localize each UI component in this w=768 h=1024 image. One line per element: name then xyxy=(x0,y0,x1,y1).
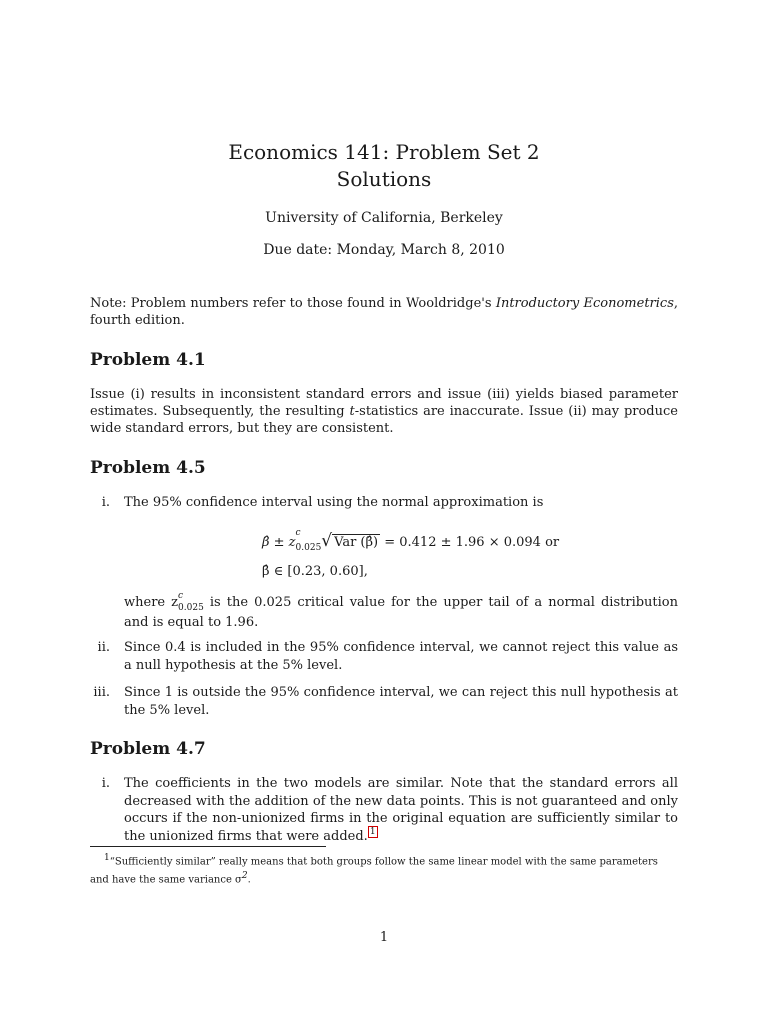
eq1-sup: c xyxy=(295,528,301,538)
problem-4-5-item-iii xyxy=(90,684,678,719)
equation-2: β̂ ∈ [0.23, 0.60], xyxy=(262,564,368,579)
title-line-1: Economics 141: Problem Set 2 xyxy=(228,140,540,164)
p41-text-part-1: Issue (i) results in inconsistent standard errors and issue (iii) yields biased parameter estimates. Subsequently, the resulting xyxy=(90,387,678,419)
footnote-text-part-2: . xyxy=(247,874,251,886)
title-line-2: Solutions xyxy=(336,167,432,191)
footnote-1 xyxy=(90,851,678,888)
problem-4-5-heading: Problem 4.5 xyxy=(90,458,206,478)
problem-4-7-heading: Problem 4.7 xyxy=(90,739,206,759)
item-text xyxy=(124,775,678,845)
item-text: The 95% confidence interval using the normal approximation is xyxy=(124,495,544,510)
affiliation: University of California, Berkeley xyxy=(265,210,503,226)
p41-text-part-2: -statistics are inaccurate. Issue (ii) may produce wide standard errors, but they are consistent. xyxy=(90,404,678,436)
item-number: ii. xyxy=(97,640,110,655)
where-text xyxy=(124,591,678,631)
problem-4-5-where xyxy=(90,591,678,631)
where-sup: c xyxy=(178,591,184,601)
p47-i-text: The coefficients in the two models are similar. Note that the standard errors all decreased with the addition of the new data points. This is not guaranteed and only occurs if the non-unionized firms in the original equation are sufficiently similar to the unionized firms that were added. xyxy=(124,776,678,844)
eq1-rhs: = 0.412 ± 1.96 × 0.094 or xyxy=(380,535,560,550)
due-date: Due date: Monday, March 8, 2010 xyxy=(263,242,505,258)
item-text: Since 0.4 is included in the 95% confidence interval, we cannot reject this value as a null hypothesis at the 5% level. xyxy=(124,640,678,673)
note-paragraph xyxy=(90,295,678,329)
problem-4-7-item-i xyxy=(90,775,678,845)
p41-t-symbol: t xyxy=(349,404,355,419)
item-text: Since 1 is outside the 95% confidence interval, we can reject this null hypothesis at the 5% level. xyxy=(124,685,678,718)
problem-4-5-item-ii xyxy=(90,639,678,674)
where-part-2: is the 0.025 critical value for the upper tail of a normal distribution and is equal to 1.96. xyxy=(124,595,678,630)
equation-1: β̂ ± z c $_{0.025}$√ Var (β̂) = 0.412 ± 1.96 × 0.094 or xyxy=(262,528,560,553)
footnote-text-part-1: “Sufficiently similar” really means that both groups follow the same linear model with the same parameters and have the same variance σ xyxy=(90,856,658,886)
footnote-number: 1 xyxy=(104,853,110,863)
item-number: i. xyxy=(101,776,110,791)
problem-4-1-text xyxy=(90,386,678,437)
problem-4-1-heading: Problem 4.1 xyxy=(90,350,206,370)
footnote-rule xyxy=(90,846,326,847)
note-prefix: Note: Problem numbers refer to those found in Wooldridge's xyxy=(90,296,496,311)
eq1-sub: 0.025 xyxy=(295,543,322,553)
problem-4-5-item-i xyxy=(90,494,678,512)
footnote-link[interactable]: 1 xyxy=(369,827,376,838)
item-number: i. xyxy=(101,495,110,510)
where-sub: 0.025 xyxy=(178,603,204,613)
footnote-sup: 2 xyxy=(241,871,248,882)
where-part-1: where z xyxy=(124,595,179,610)
page-number: 1 xyxy=(379,930,389,945)
eq1-lhs: β̂ ± z xyxy=(262,535,296,550)
note-book-title: Introductory Econometrics xyxy=(495,296,674,311)
eq1-variance: Var (β̂) xyxy=(334,535,379,550)
note-suffix: , fourth edition. xyxy=(90,296,679,328)
item-number: iii. xyxy=(93,685,110,700)
